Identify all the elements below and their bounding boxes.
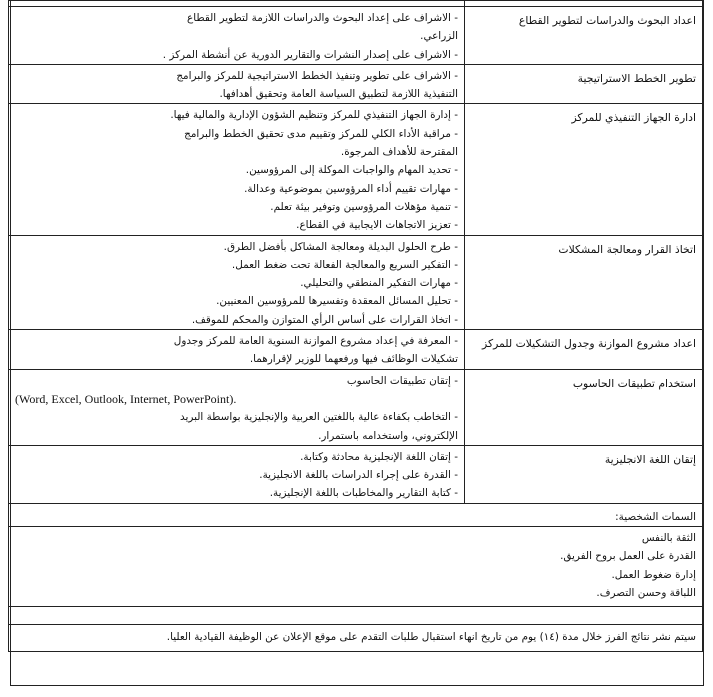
detail-line: المقترحة للأهداف المرجوة. — [340, 146, 458, 159]
detail-line: تشكيلات الوظائف فيها ورفعهما للوزير لإقرارهما. — [249, 353, 458, 366]
competency-category: ادارة الجهاز التنفيذي للمركز — [465, 104, 703, 235]
detail-line: الزراعي. — [420, 30, 458, 43]
detail-line: - مراقبة الأداء الكلي للمركز وتقييم مدى تحقيق الخطط والبرامج — [184, 127, 458, 140]
detail-line: - تحليل المسائل المعقدة وتفسيرها للمرؤوسين المعنيين. — [216, 295, 458, 308]
detail-line: - طرح الحلول البديلة ومعالجة المشاكل بأفضل الطرق. — [223, 240, 458, 253]
footer-note: سيتم نشر نتائج الفرز خلال مدة (١٤) يوم من تاريخ انهاء استقبال طلبات التقدم على موقع الإعلان عن الوظيفة القيادية العليا. — [166, 631, 696, 644]
competency-category: اعداد البحوث والدراسات لتطوير القطاع — [465, 7, 703, 65]
competency-details — [9, 7, 465, 65]
competency-category: تطوير الخطط الاستراتيجية — [465, 64, 703, 104]
competencies-table — [8, 0, 703, 652]
competency-rows — [9, 7, 703, 504]
blank-row — [9, 607, 703, 625]
detail-line: - مهارات التفكير المنطقي والتحليلي. — [300, 277, 458, 290]
detail-line: - مهارات تقييم أداء المرؤوسين بموضوعية وعدالة. — [244, 182, 458, 195]
detail-line: - كتابة التقارير والمخاطبات باللغة الإنجليزية. — [269, 487, 458, 500]
detail-line: - تعزيز الاتجاهات الايجابية في القطاع. — [296, 219, 458, 232]
trait-item: الثقة بالنفس — [641, 532, 696, 545]
trait-item: اللباقة وحسن التصرف. — [596, 586, 696, 599]
competency-row — [9, 369, 703, 445]
competency-details — [9, 445, 465, 503]
competency-row — [9, 104, 703, 235]
competency-details — [9, 330, 465, 370]
competency-row — [9, 64, 703, 104]
document-page — [10, 0, 704, 686]
detail-line: - المعرفة في إعداد مشروع الموازنة السنوية العامة للمركز وجدول — [173, 335, 458, 348]
detail-line: - تنمية مؤهلات المرؤوسين وتوفير بيئة تعلم. — [270, 200, 458, 213]
detail-line: - الاشراف على إعداد البحوث والدراسات اللازمة لتطوير القطاع — [187, 12, 458, 24]
detail-line: - التفكير السريع والمعالجة الفعالة تحت ضغط العمل. — [231, 258, 458, 271]
detail-line: - التخاطب بكفاءة عالية باللغتين العربية والإنجليزية بواسطة البريد — [180, 411, 458, 424]
personal-traits-heading: السمات الشخصية: — [615, 510, 696, 523]
detail-line: - الاشراف على تطوير وتنفيذ الخطط الاستراتيجية للمركز والبرامج — [176, 69, 458, 82]
detail-line: - إدارة الجهاز التنفيذي للمركز وتنظيم الشؤون الإدارية والمالية فيها. — [170, 109, 458, 122]
trait-item: القدرة على العمل بروح الفريق. — [560, 550, 696, 563]
detail-line: - القدرة على إجراء الدراسات باللغة الانجليزية. — [259, 469, 458, 482]
competency-details — [9, 104, 465, 235]
competency-row — [9, 445, 703, 503]
competency-details — [9, 235, 465, 329]
personal-traits-list — [9, 527, 703, 607]
competency-row — [9, 330, 703, 370]
competency-category: اتخاذ القرار ومعالجة المشكلات — [465, 235, 703, 329]
competency-details — [9, 369, 465, 445]
competency-category: اعداد مشروع الموازنة وجدول التشكيلات للمركز — [465, 330, 703, 370]
competency-row — [9, 235, 703, 329]
competency-details — [9, 64, 465, 104]
detail-line: التنفيذية اللازمة لتطبيق السياسة العامة وتحقيق أهدافها. — [219, 88, 458, 101]
competency-category: استخدام تطبيقات الحاسوب — [465, 369, 703, 445]
detail-line: - إتقان تطبيقات الحاسوب — [346, 374, 458, 387]
detail-line: (Word, Excel, Outlook, Internet, PowerPoint). — [15, 391, 237, 406]
trait-item: إدارة ضغوط العمل. — [611, 568, 696, 581]
personal-traits-section — [9, 503, 703, 526]
detail-line: الإلكتروني، واستخدامه باستمرار. — [318, 429, 458, 442]
detail-line: - تحديد المهام والواجبات الموكلة إلى المرؤوسين. — [245, 164, 458, 177]
competency-row — [9, 7, 703, 65]
detail-line: - الاشراف على إصدار النشرات والتقارير الدورية عن أنشطة المركز . — [162, 48, 458, 61]
footer-row — [9, 625, 703, 651]
detail-line: - إتقان اللغة الإنجليزية محادثة وكتابة. — [300, 450, 458, 463]
detail-line: - اتخاذ القرارات على أساس الرأي المتوازن والمحكم للموقف. — [191, 313, 458, 326]
competency-category: إتقان اللغة الانجليزية — [465, 445, 703, 503]
